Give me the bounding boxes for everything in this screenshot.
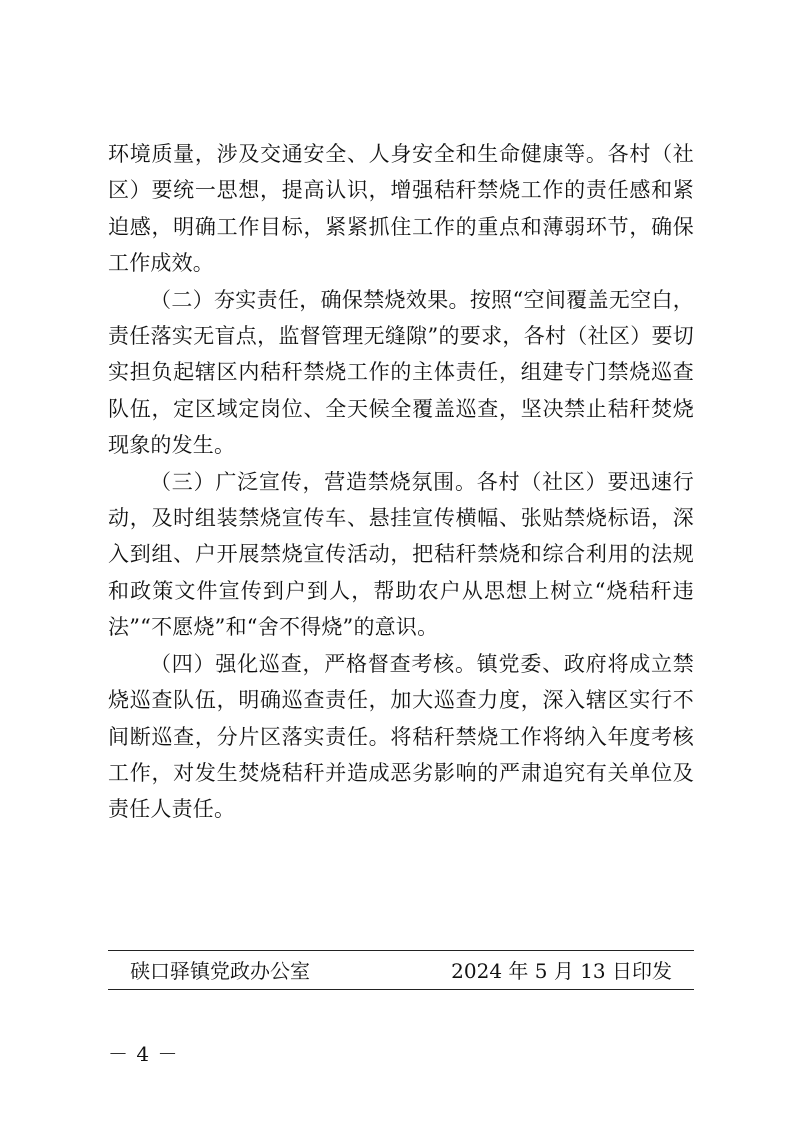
issuer-name: 硖口驿镇党政办公室 [130,959,310,983]
issuance-footer [108,950,694,990]
document-body [108,136,694,828]
issue-date: 2024 年 5 月 13 日印发 [451,959,672,983]
paragraph-continuation: 环境质量，涉及交通安全、人身安全和生命健康等。各村（社区）要统一思想，提高认识，增强秸秆禁烧工作的责任感和紧迫感，明确工作目标，紧紧抓住工作的重点和薄弱环节，确保工作成效。 [108,142,694,276]
paragraph-section-two: （二）夯实责任，确保禁烧效果。按照“空间覆盖无空白，责任落实无盲点，监督管理无缝隙”的要求，各村（社区）要切实担负起辖区内秸秆禁烧工作的主体责任，组建专门禁烧巡查队伍，定区域定岗位、全天候全覆盖巡查，坚决禁止秸秆焚烧现象的发生。 [108,287,694,458]
page-number: － 4 － [108,1042,179,1066]
paragraph-section-three: （三）广泛宣传，营造禁烧氛围。各村（社区）要迅速行动，及时组装禁烧宣传车、悬挂宣传横幅、张贴禁烧标语，深入到组、户开展禁烧宣传活动，把秸秆禁烧和综合利用的法规和政策文件宣传到户到人，帮助农户从思想上树立“烧秸秆违法”“不愿烧”和“舍不得烧”的意识。 [108,469,694,640]
paragraph-section-four: （四）强化巡查，严格督查考核。镇党委、政府将成立禁烧巡查队伍，明确巡查责任，加大巡查力度，深入辖区实行不间断巡查，分片区落实责任。将秸秆禁烧工作将纳入年度考核工作，对发生焚烧秸秆并造成恶劣影响的严肃追究有关单位及责任人责任。 [108,651,694,822]
